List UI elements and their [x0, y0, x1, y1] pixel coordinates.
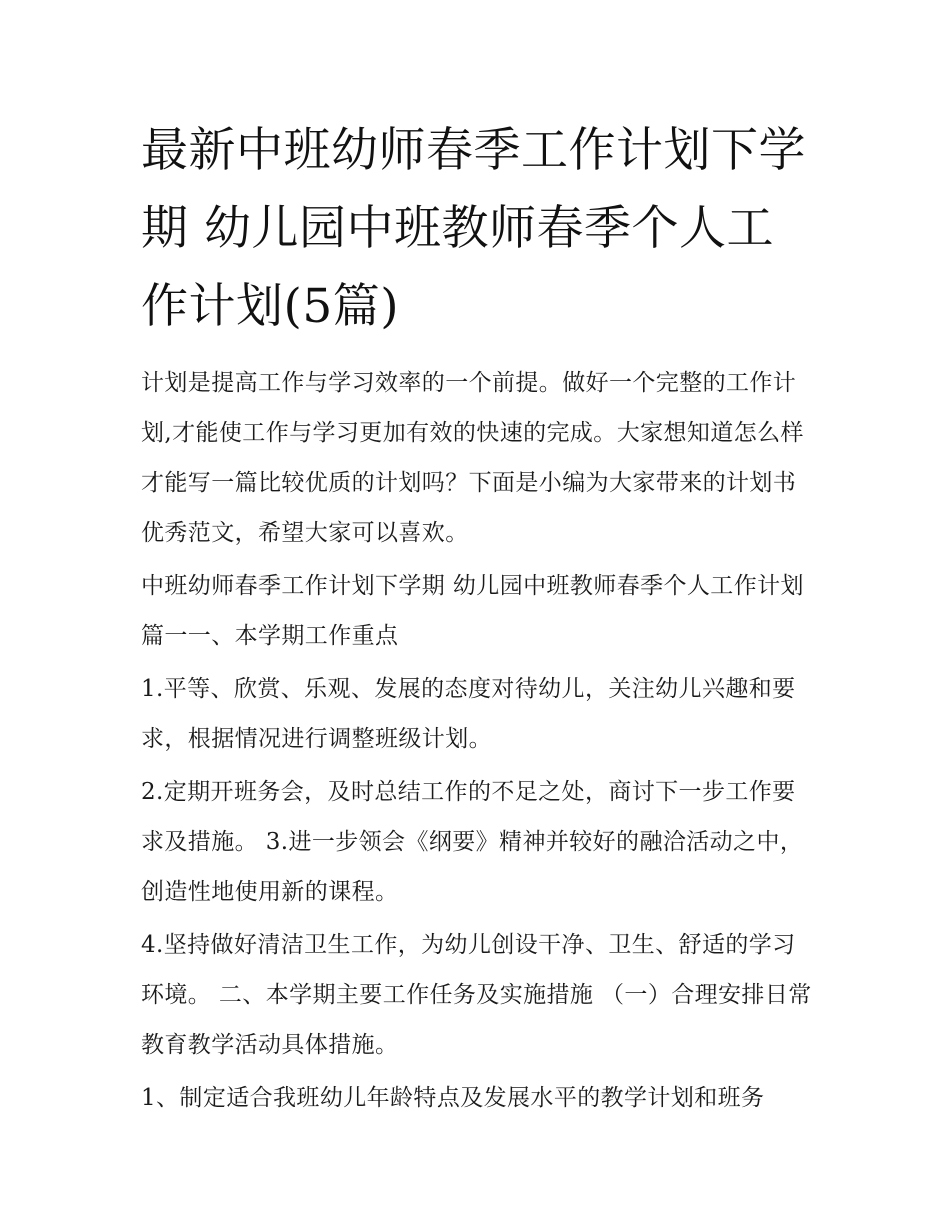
- section-heading-paragraph: 中班幼师春季工作计划下学期 幼儿园中班教师春季个人工作计划篇一一、本学期工作重点: [141, 573, 804, 649]
- list-item-paragraph-2: 2.定期开班务会，及时总结工作的不足之处，商讨下一步工作要求及措施。 3.进一步领会《纲要》精神并较好的融洽活动之中，创造性地使用新的课程。: [141, 779, 804, 905]
- measure-paragraph-1: 1、制定适合我班幼儿年龄特点及发展水平的教学计划和班务: [141, 1085, 765, 1111]
- document-title: 最新中班幼师春季工作计划下学期 幼儿园中班教师春季个人工作计划(5篇): [141, 123, 806, 334]
- document-page: [141, 112, 813, 1123]
- intro-paragraph: 计划是提高工作与学习效率的一个前提。做好一个完整的工作计划,才能使工作与学习更加有效的快速的完成。大家想知道怎么样才能写一篇比较优质的计划吗？下面是小编为大家带来的计划书优秀范文，希望大家可以喜欢。: [141, 370, 804, 546]
- list-item-paragraph-4: 4.坚持做好清洁卫生工作，为幼儿创设干净、卫生、舒适的学习环境。 二、本学期主要工作任务及实施措施 （一）合理安排日常教育教学活动具体措施。: [141, 932, 812, 1058]
- list-item-paragraph-1: 1.平等、欣赏、乐观、发展的态度对待幼儿，关注幼儿兴趣和要求，根据情况进行调整班级计划。: [141, 676, 796, 752]
